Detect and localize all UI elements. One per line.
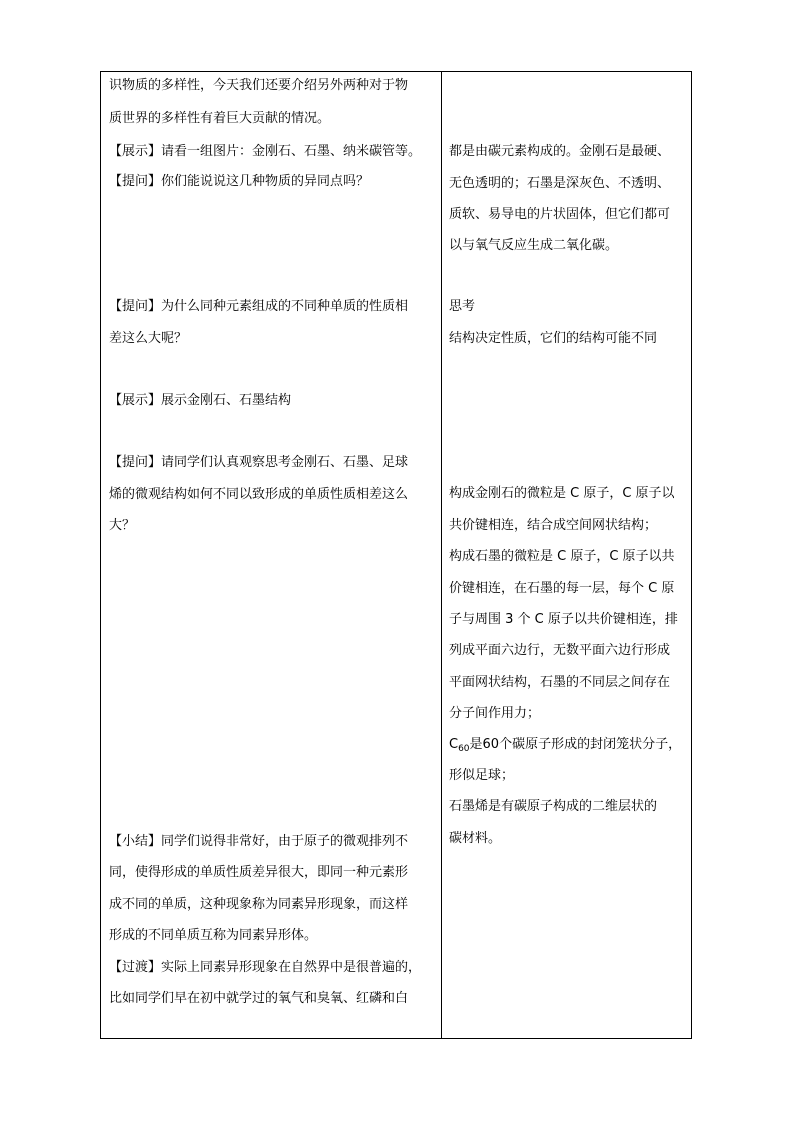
right-line: 列成平面六边行，无数平面六边行形成 — [449, 643, 671, 658]
left-line: 【提问】你们能说说这几种物质的异同点吗？ — [109, 174, 370, 189]
content-table — [100, 71, 692, 1039]
c60-formula-base: C — [449, 737, 459, 752]
right-line: 无色透明的；石墨是深灰色、不透明、 — [449, 176, 671, 191]
right-line: 价键相连，在石墨的每一层，每个 C 原 — [449, 581, 675, 596]
left-line: 同，使得形成的单质性质差异很大，即同一种元素形 — [109, 865, 409, 880]
right-line: 子与周围 3 个 C 原子以共价键相连，排 — [449, 612, 678, 627]
c60-formula-subscript: 60 — [458, 744, 470, 754]
right-line: 构成石墨的微粒是 C 原子，C 原子以共 — [449, 549, 675, 564]
c60-line — [449, 736, 681, 754]
left-line: 【过渡】实际上同素异形现象在自然界中是很普遍的， — [109, 960, 422, 975]
right-line: 都是由碳元素构成的。金刚石是最硬、 — [449, 144, 671, 159]
right-line: 思考 — [449, 299, 476, 314]
right-line: 质软、易导电的片状固体，但它们都可 — [449, 207, 671, 222]
left-line: 【展示】展示金刚石、石墨结构 — [109, 393, 292, 408]
left-line: 【小结】同学们说得非常好，由于原子的微观排列不 — [109, 834, 409, 849]
left-line: 差这么大呢？ — [109, 331, 188, 346]
right-line: 石墨烯是有碳原子构成的二维层状的 — [449, 799, 658, 814]
right-line: 共价键相连，结合成空间网状结构； — [449, 518, 658, 533]
right-line: 分子间作用力； — [449, 706, 541, 721]
left-line: 大？ — [109, 518, 136, 533]
c60-description: 是60个碳原子形成的封闭笼状分子， — [469, 737, 682, 752]
right-line: 构成金刚石的微粒是 C 原子，C 原子以 — [449, 486, 675, 501]
left-line: 成不同的单质，这种现象称为同素异形现象，而这样 — [109, 897, 409, 912]
left-line: 形成的不同单质互称为同素异形体。 — [109, 928, 318, 943]
right-line: 碳材料。 — [449, 831, 502, 846]
right-line: 形似足球； — [449, 768, 515, 783]
left-line: 【提问】请同学们认真观察思考金刚石、石墨、足球 — [109, 455, 409, 470]
right-line: 以与氧气反应生成二氧化碳。 — [449, 238, 619, 253]
column-divider — [441, 72, 442, 1038]
right-line: 结构决定性质，它们的结构可能不同 — [449, 331, 658, 346]
left-line: 【提问】为什么同种元素组成的不同种单质的性质相 — [109, 299, 409, 314]
left-line: 【展示】请看一组图片：金刚石、石墨、纳米碳管等。 — [109, 144, 422, 159]
left-line: 烯的微观结构如何不同以致形成的单质性质相差这么 — [109, 487, 409, 502]
left-line: 比如同学们早在初中就学过的氧气和臭氧、红磷和白 — [109, 991, 409, 1006]
right-line: 平面网状结构，石墨的不同层之间存在 — [449, 675, 671, 690]
left-line: 质世界的多样性有着巨大贡献的情况。 — [109, 111, 331, 126]
left-line: 识物质的多样性，今天我们还要介绍另外两种对于物 — [109, 78, 409, 93]
